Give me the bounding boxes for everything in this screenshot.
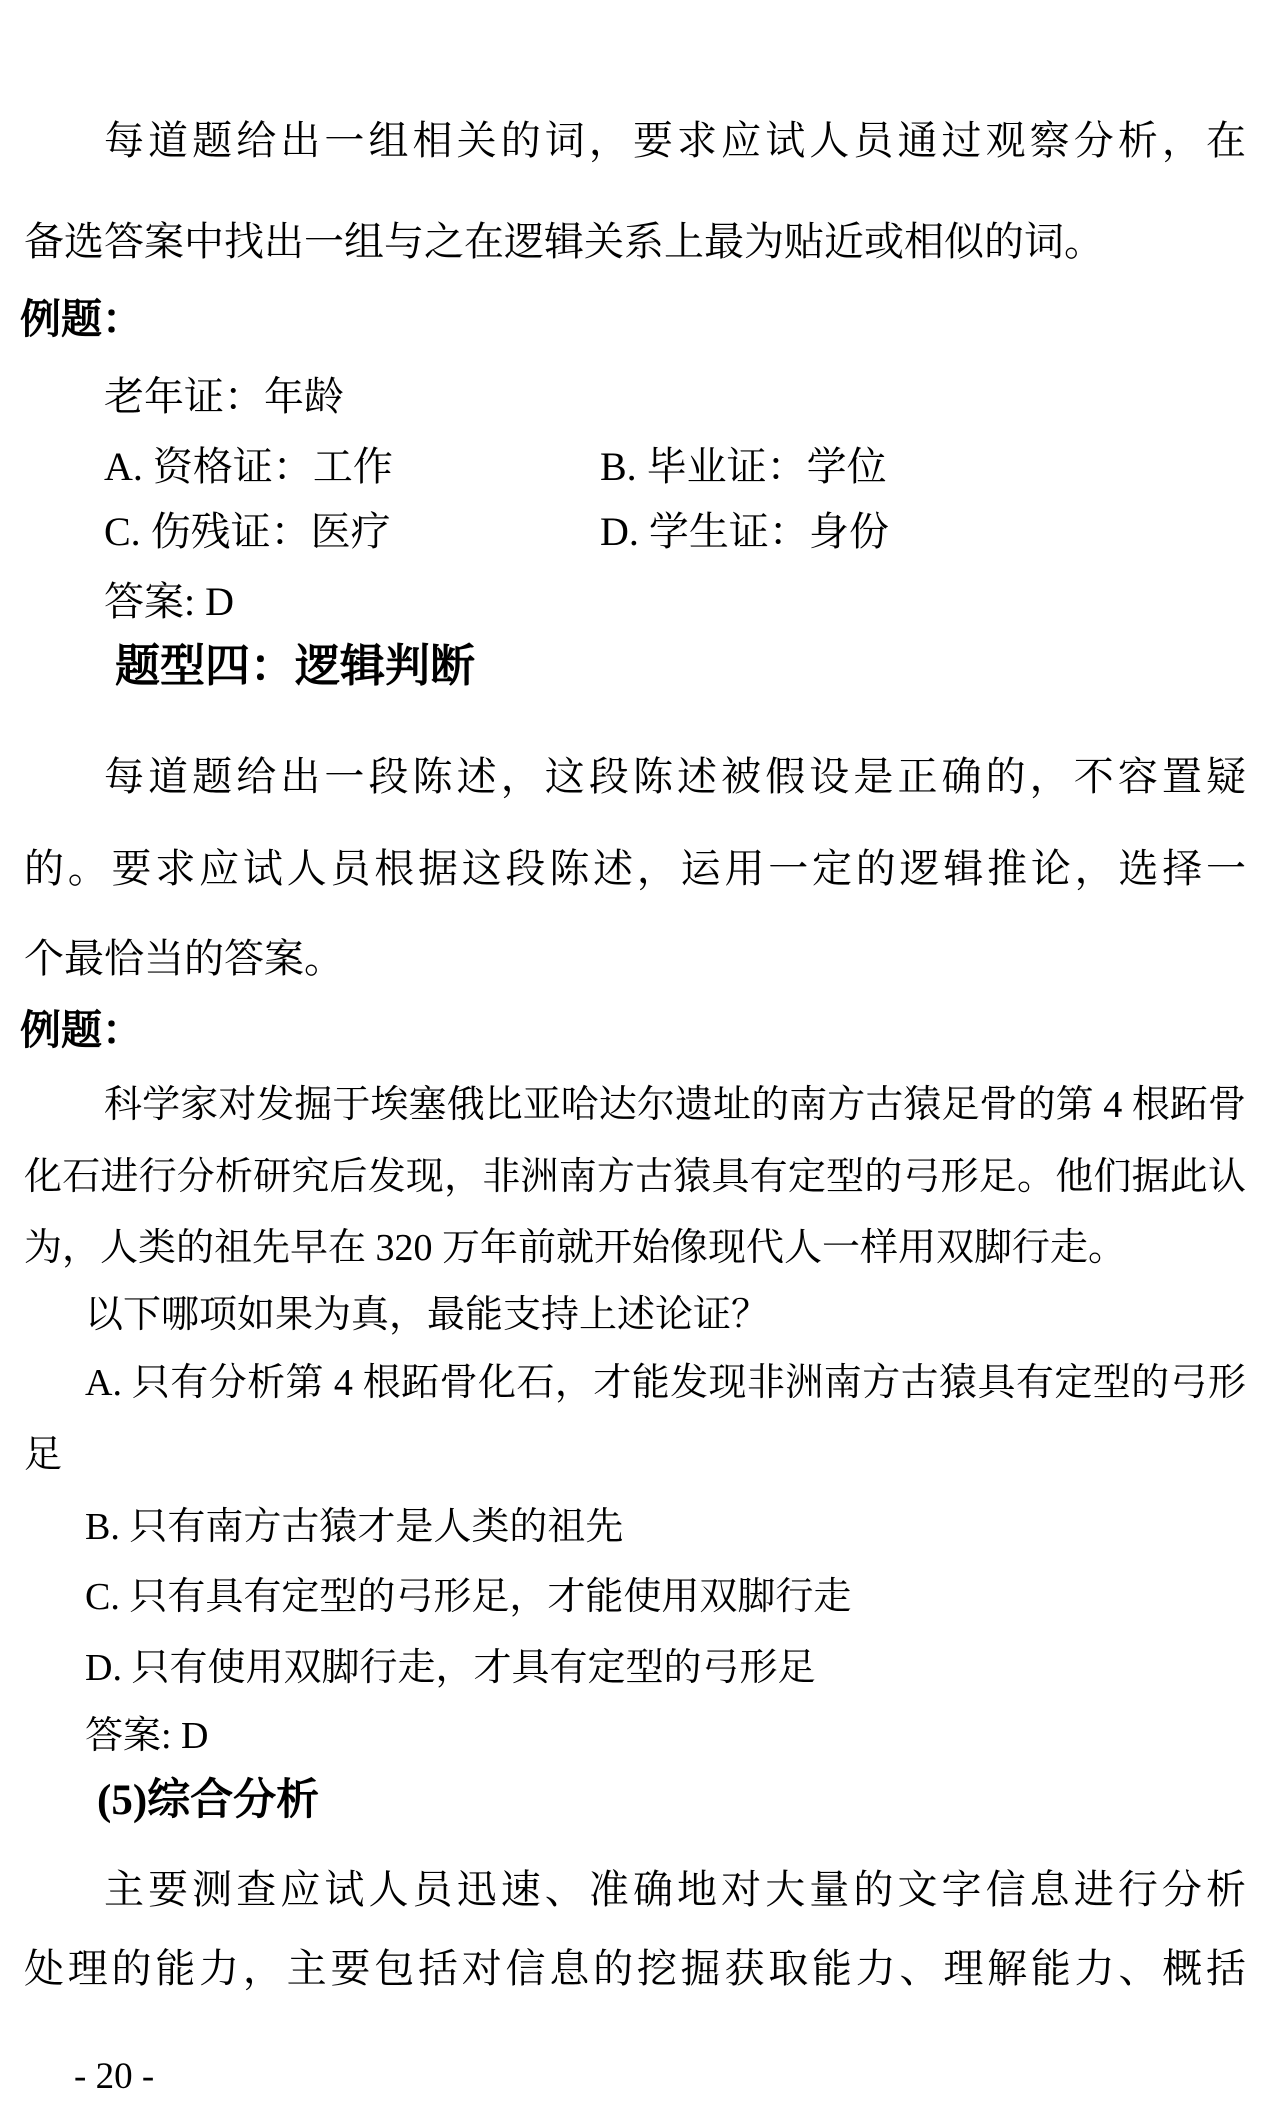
analogy-option-c: C. 伤残证：医疗 (104, 509, 391, 554)
page-number: - 20 - (74, 2056, 155, 2097)
logic-section-heading: 题型四：逻辑判断 (115, 641, 476, 691)
logic-option-a-line-1: A. 只有分析第 4 根跖骨化石，才能发现非洲南方古猿具有定型的弓形 (85, 1362, 1246, 1404)
logic-passage-line-1: 科学家对发掘于埃塞俄比亚哈达尔遗址的南方古猿足骨的第 4 根跖骨 (104, 1084, 1246, 1126)
logic-option-a-line-2: 足 (24, 1434, 63, 1476)
logic-option-d: D. 只有使用双脚行走，才具有定型的弓形足 (85, 1647, 816, 1689)
logic-option-b: B. 只有南方古猿才是人类的祖先 (85, 1506, 624, 1548)
logic-passage-line-3: 为，人类的祖先早在 320 万年前就开始像现代人一样用双脚行走。 (24, 1227, 1127, 1269)
logic-intro-line-1: 每道题给出一段陈述，这段陈述被假设是正确的，不容置疑 (104, 754, 1246, 799)
comprehensive-section-heading: (5)综合分析 (97, 1777, 320, 1824)
logic-intro-line-2: 的。要求应试人员根据这段陈述，运用一定的逻辑推论，选择一 (24, 846, 1246, 891)
logic-question: 以下哪项如果为真，最能支持上述论证？ (85, 1294, 770, 1336)
analogy-option-a: A. 资格证：工作 (104, 444, 393, 489)
analogy-answer: 答案: D (104, 579, 234, 624)
logic-passage-line-2: 化石进行分析研究后发现，非洲南方古猿具有定型的弓形足。他们据此认 (24, 1156, 1246, 1198)
analogy-intro-line-1: 每道题给出一组相关的词，要求应试人员通过观察分析，在 (104, 118, 1246, 163)
comprehensive-intro-line-1: 主要测查应试人员迅速、准确地对大量的文字信息进行分析 (104, 1867, 1246, 1912)
logic-option-c: C. 只有具有定型的弓形足，才能使用双脚行走 (85, 1576, 852, 1618)
analogy-intro-line-2: 备选答案中找出一组与之在逻辑关系上最为贴近或相似的词。 (24, 219, 1104, 264)
analogy-option-b: B. 毕业证：学位 (600, 444, 887, 489)
comprehensive-intro-line-2: 处理的能力，主要包括对信息的挖掘获取能力、理解能力、概括 (24, 1946, 1246, 1991)
logic-example-heading: 例题： (20, 1007, 143, 1053)
logic-answer: 答案: D (85, 1715, 209, 1757)
analogy-example-heading: 例题： (20, 296, 143, 342)
analogy-option-d: D. 学生证：身份 (600, 509, 889, 554)
analogy-example-stem: 老年证：年龄 (104, 374, 344, 419)
logic-intro-line-3: 个最恰当的答案。 (24, 936, 344, 981)
